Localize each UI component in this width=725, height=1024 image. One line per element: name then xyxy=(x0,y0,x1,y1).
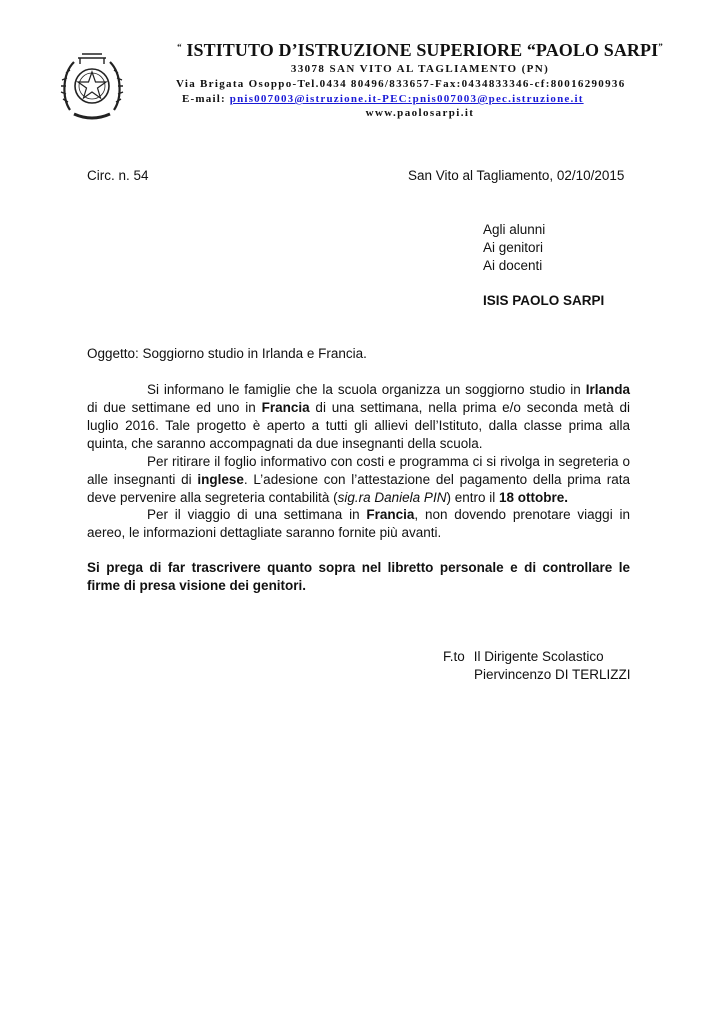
p3-france: Francia xyxy=(366,507,415,522)
p2-english: inglese xyxy=(197,472,244,487)
paragraph-3 xyxy=(87,506,630,542)
signature-prefix: F.to xyxy=(443,649,465,664)
signature-name: Piervincenzo DI TERLIZZI xyxy=(474,667,631,682)
signature-role: Il Dirigente Scolastico xyxy=(473,649,604,664)
school-contacts: Via Brigata Osoppo-Tel.0434 80496/833657-Fax:0434833346-cf:80016290936 xyxy=(176,78,626,90)
p1-text-c: di due settimane ed uno in xyxy=(87,400,262,415)
school-name-text: ISTITUTO D’ISTRUZIONE SUPERIORE “PAOLO SARPI xyxy=(186,40,659,60)
circular-number: Circ. n. 54 xyxy=(87,168,149,183)
p1-france: Francia xyxy=(261,400,310,415)
recipient-school: ISIS PAOLO SARPI xyxy=(483,293,605,308)
recipient-students: Agli alunni xyxy=(483,222,546,237)
quote-close: ” xyxy=(658,42,663,52)
p2-text-c: . L’adesione con l’attestazione del pagamento della prima rata deve pervenire alla segreteria contabilità ( xyxy=(87,472,630,505)
subject-line: Oggetto: Soggiorno studio in Irlanda e Francia. xyxy=(87,346,367,361)
paragraph-2 xyxy=(87,453,630,507)
p1-text-a: Si informano le famiglie che la scuola organizza un soggiorno studio in xyxy=(147,382,586,397)
quote-open: “ xyxy=(177,42,182,52)
school-name xyxy=(150,40,690,61)
paragraph-1 xyxy=(87,381,630,453)
school-website: www.paolosarpi.it xyxy=(365,107,475,119)
p2-text-e: ) entro il xyxy=(446,490,499,505)
place-date: San Vito al Tagliamento, 02/10/2015 xyxy=(408,168,625,183)
email-label: E-mail: xyxy=(182,93,230,105)
p1-ireland: Irlanda xyxy=(585,382,630,397)
p2-deadline: 18 ottobre. xyxy=(498,490,568,505)
signature-role-line xyxy=(443,648,604,666)
school-email xyxy=(182,93,652,105)
p3-text-c: , non dovendo prenotare viaggi in aereo, le informazioni dettagliate saranno fornite più avanti. xyxy=(87,507,630,540)
school-address: 33078 SAN VITO AL TAGLIAMENTO (PN) xyxy=(290,63,550,75)
notice-paragraph: Si prega di far trascrivere quanto sopra nel libretto personale e di controllare le firme di presa visione dei genitori. xyxy=(87,560,630,593)
p2-text-a: Per ritirare il foglio informativo con costi e programma ci si rivolga in segreteria o alle insegnanti di xyxy=(87,454,630,487)
p3-text-a: Per il viaggio di una settimana in xyxy=(147,507,367,522)
p2-contact-name: sig.ra Daniela PIN xyxy=(337,490,447,505)
recipient-parents: Ai genitori xyxy=(483,240,544,255)
recipient-teachers: Ai docenti xyxy=(483,258,543,273)
p1-text-e: di una settimana, nella prima e/o seconda metà di luglio 2016. Tale progetto è aperto a tutti gli allievi dell’Istituto, dalla classe prima alla quinta, che saranno accompagnati da due insegnanti della scuola. xyxy=(87,400,630,451)
email-link[interactable]: pnis007003@istruzione.it-PEC:pnis007003@pec.istruzione.it xyxy=(229,93,584,105)
italian-republic-emblem-icon xyxy=(60,50,124,122)
